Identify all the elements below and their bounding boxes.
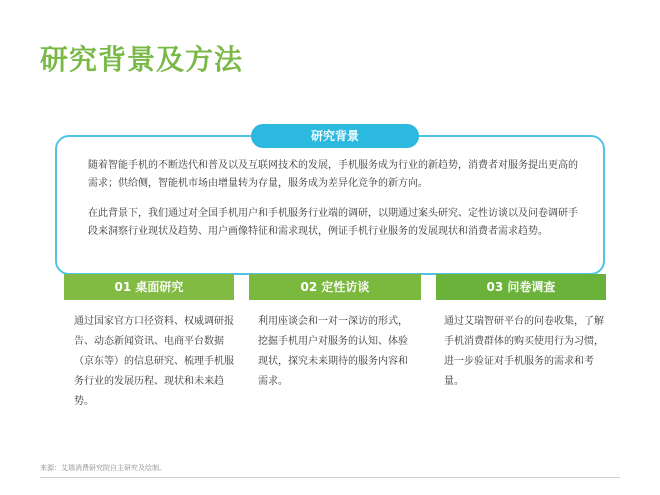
method-questionnaire-survey-body: 通过艾瑞智研平台的问卷收集，了解手机消费群体的购买使用行为习惯，进一步验证对手机服务的需求和考量。 xyxy=(444,316,604,387)
page-title: 研究背景及方法 xyxy=(40,43,244,76)
background-paragraph-1: 随着智能手机的不断迭代和普及以及互联网技术的发展，手机服务成为行业的新趋势，消费者对服务提出更高的需求；供给侧，智能机市场由增量转为存量，服务成为差异化竞争的新方向。 xyxy=(88,160,578,189)
background-paragraph-2: 在此背景下，我们通过对全国手机用户和手机服务行业端的调研，以期通过案头研究、定性访谈以及问卷调研手段来洞察行业现状及趋势、用户画像特征和需求现状，例证手机行业服务的发展现状和消费者需求趋势。 xyxy=(88,208,578,237)
source-note: 来源：艾瑞消费研究院自主研究及绘制。 xyxy=(40,464,166,472)
research-background-label: 研究背景 xyxy=(251,124,419,148)
method-questionnaire-survey-header: 03 问卷调查 xyxy=(436,274,606,300)
method-qualitative-interview-body: 利用座谈会和一对一深访的形式，挖掘手机用户对服务的认知、体验现状，探究未来期待的服务内容和需求。 xyxy=(258,316,408,387)
method-qualitative-interview-header: 02 定性访谈 xyxy=(249,274,421,300)
method-desk-research-header: 01 桌面研究 xyxy=(64,274,234,300)
method-desk-research-body: 通过国家官方口径资料、权威调研报告、动态新闻资讯、电商平台数据（京东等）的信息研究、梳理手机服务行业的发展历程、现状和未来趋势。 xyxy=(74,316,234,407)
footer-divider xyxy=(40,477,620,478)
